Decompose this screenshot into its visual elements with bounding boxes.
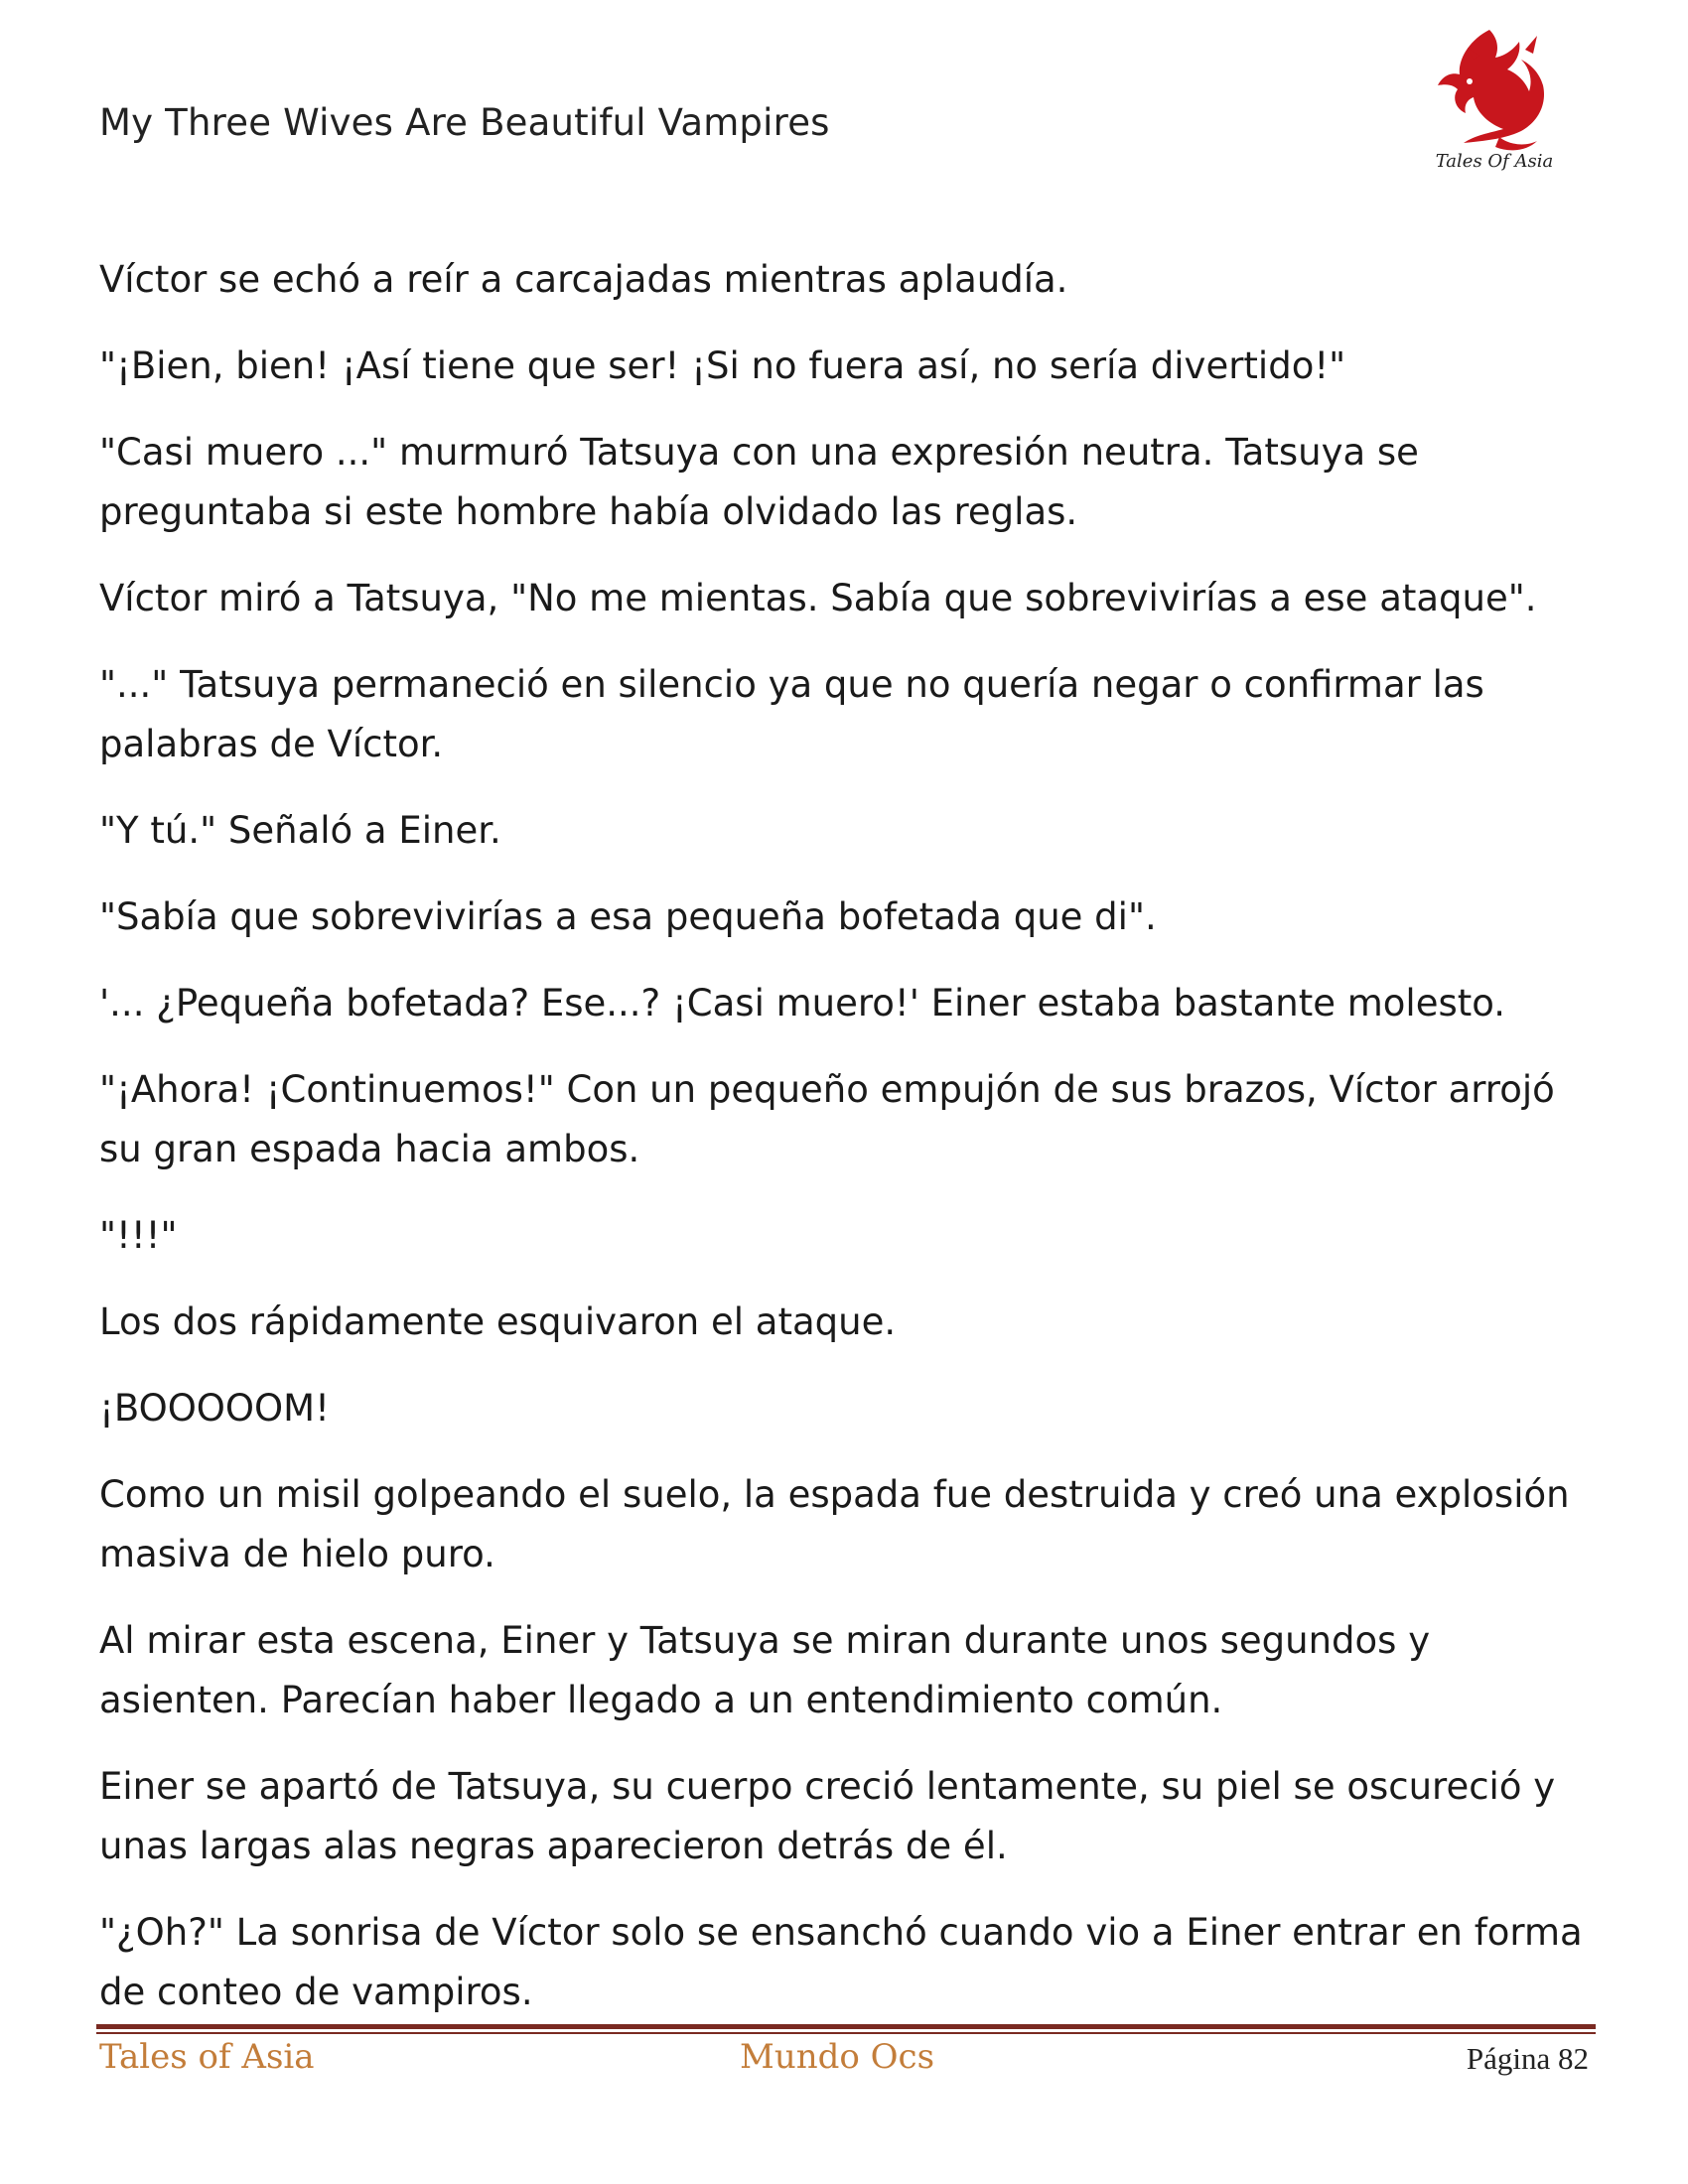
paragraph: Al mirar esta escena, Einer y Tatsuya se miran durante unos segundos y asienten. Parecían haber llegado a un entendimiento común.	[99, 1619, 1431, 1721]
paragraph: '... ¿Pequeña bofetada? Ese...? ¡Casi muero!' Einer estaba bastante molesto.	[99, 982, 1506, 1024]
chapter-text	[99, 250, 1589, 2049]
paragraph: Víctor se echó a reír a carcajadas mientras aplaudía.	[99, 258, 1068, 301]
paragraph: Los dos rápidamente esquivaron el ataque.	[99, 1300, 897, 1343]
paragraph: "!!!"	[99, 1214, 178, 1257]
book-title: My Three Wives Are Beautiful Vampires	[99, 101, 830, 144]
footer-rule-thin	[96, 2032, 1596, 2034]
paragraph: Víctor miró a Tatsuya, "No me mientas. Sabía que sobrevivirías a ese ataque".	[99, 577, 1537, 619]
paragraph: Como un misil golpeando el suelo, la espada fue destruida y creó una explosión masiva de hielo puro.	[99, 1473, 1570, 1575]
footer-rule-thick	[96, 2024, 1596, 2029]
paragraph: ¡BOOOOOM!	[99, 1387, 330, 1430]
paragraph: "Sabía que sobrevivirías a esa pequeña bofetada que di".	[99, 895, 1157, 938]
paragraph: "Casi muero ..." murmuró Tatsuya con una expresión neutra. Tatsuya se preguntaba si este hombre había olvidado las reglas.	[99, 431, 1419, 533]
footer-site-name: Tales of Asia	[99, 2037, 315, 2077]
logo-caption: Tales Of Asia	[1435, 151, 1554, 172]
paragraph: "¡Bien, bien! ¡Así tiene que ser! ¡Si no fuera así, no sería divertido!"	[99, 344, 1346, 387]
footer-translator: Mundo Ocs	[740, 2037, 935, 2077]
paragraph: "Y tú." Señaló a Einer.	[99, 809, 501, 852]
paragraph: Einer se apartó de Tatsuya, su cuerpo creció lentamente, su piel se oscureció y unas largas alas negras aparecieron detrás de él.	[99, 1765, 1556, 1867]
page-number: Página 82	[1466, 2041, 1589, 2076]
paragraph: "..." Tatsuya permaneció en silencio ya que no quería negar o confirmar las palabras de Víctor.	[99, 663, 1484, 765]
paragraph: "¿Oh?" La sonrisa de Víctor solo se ensanchó cuando vio a Einer entrar en forma de conteo de vampiros.	[99, 1911, 1583, 2013]
paragraph: "¡Ahora! ¡Continuemos!" Con un pequeño empujón de sus brazos, Víctor arrojó su gran espada hacia ambos.	[99, 1068, 1555, 1170]
